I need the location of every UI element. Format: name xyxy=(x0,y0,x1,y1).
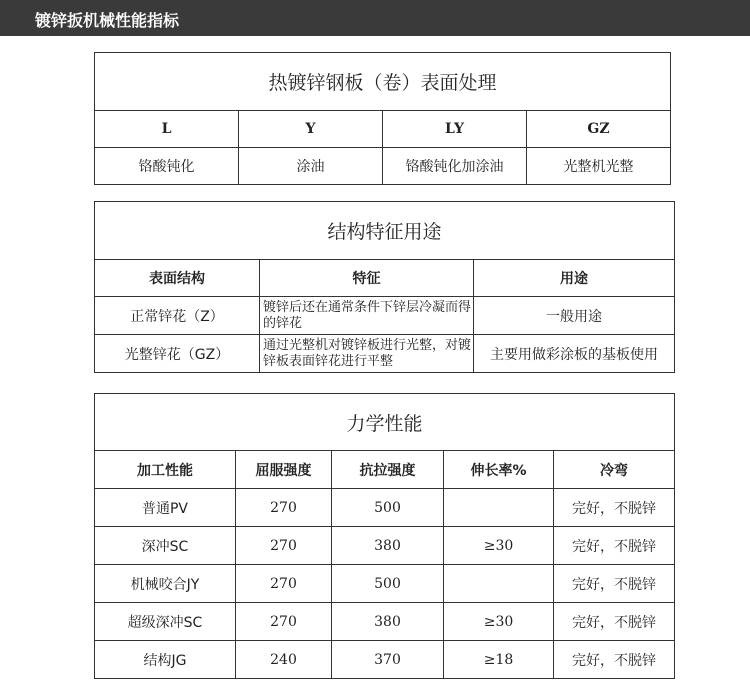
column-header: 屈服强度 xyxy=(236,451,332,489)
process-cell: 深冲SC xyxy=(95,527,236,565)
table-row xyxy=(95,297,675,335)
table-row xyxy=(95,527,675,565)
feature-cell: 镀锌后还在通常条件下锌层冷凝而得的锌花 xyxy=(260,297,474,335)
tensile-cell: 380 xyxy=(332,603,444,641)
header-bar xyxy=(0,0,750,36)
column-header: 伸长率% xyxy=(444,451,554,489)
bend-cell: 完好，不脱锌 xyxy=(554,641,675,679)
code-cell: LY xyxy=(383,111,527,148)
bend-cell: 完好，不脱锌 xyxy=(554,565,675,603)
tensile-cell: 370 xyxy=(332,641,444,679)
treatment-name-cell: 铬酸钝化加涂油 xyxy=(383,148,527,185)
yield-cell: 270 xyxy=(236,489,332,527)
bend-cell: 完好，不脱锌 xyxy=(554,527,675,565)
mechanical-table xyxy=(94,393,675,679)
process-cell: 普通PV xyxy=(95,489,236,527)
treatment-name-cell: 光整机光整 xyxy=(527,148,671,185)
table-row xyxy=(95,565,675,603)
tensile-cell: 380 xyxy=(332,527,444,565)
bend-cell: 完好，不脱锌 xyxy=(554,489,675,527)
page-title: 镀锌扳机械性能指标 xyxy=(35,11,180,30)
structure-title: 结构特征用途 xyxy=(95,202,675,260)
yield-cell: 270 xyxy=(236,603,332,641)
elongation-cell xyxy=(444,565,554,603)
surface-treatment-title: 热镀锌钢板（卷）表面处理 xyxy=(95,53,671,111)
code-cell: L xyxy=(95,111,239,148)
bend-cell: 完好，不脱锌 xyxy=(554,603,675,641)
structure-table xyxy=(94,201,675,373)
table-row xyxy=(95,489,675,527)
table-row xyxy=(95,641,675,679)
table-row xyxy=(95,603,675,641)
elongation-cell: ≥30 xyxy=(444,527,554,565)
code-cell: GZ xyxy=(527,111,671,148)
structure-cell: 正常锌花（Z） xyxy=(95,297,260,335)
column-header: 用途 xyxy=(474,260,675,297)
elongation-cell: ≥30 xyxy=(444,603,554,641)
process-cell: 结构JG xyxy=(95,641,236,679)
column-header: 表面结构 xyxy=(95,260,260,297)
mechanical-title: 力学性能 xyxy=(95,394,675,451)
column-header: 冷弯 xyxy=(554,451,675,489)
yield-cell: 270 xyxy=(236,527,332,565)
elongation-cell xyxy=(444,489,554,527)
tensile-cell: 500 xyxy=(332,565,444,603)
column-header: 特征 xyxy=(260,260,474,297)
process-cell: 机械咬合JY xyxy=(95,565,236,603)
usage-cell: 一般用途 xyxy=(474,297,675,335)
table-row xyxy=(95,335,675,373)
treatment-name-cell: 涂油 xyxy=(239,148,383,185)
column-header: 抗拉强度 xyxy=(332,451,444,489)
yield-cell: 270 xyxy=(236,565,332,603)
structure-cell: 光整锌花（GZ） xyxy=(95,335,260,373)
feature-cell: 通过光整机对镀锌板进行光整，对镀锌板表面锌花进行平整 xyxy=(260,335,474,373)
tensile-cell: 500 xyxy=(332,489,444,527)
column-header: 加工性能 xyxy=(95,451,236,489)
surface-treatment-table xyxy=(94,52,671,185)
yield-cell: 240 xyxy=(236,641,332,679)
treatment-name-cell: 铬酸钝化 xyxy=(95,148,239,185)
code-cell: Y xyxy=(239,111,383,148)
process-cell: 超级深冲SC xyxy=(95,603,236,641)
elongation-cell: ≥18 xyxy=(444,641,554,679)
usage-cell: 主要用做彩涂板的基板使用 xyxy=(474,335,675,373)
